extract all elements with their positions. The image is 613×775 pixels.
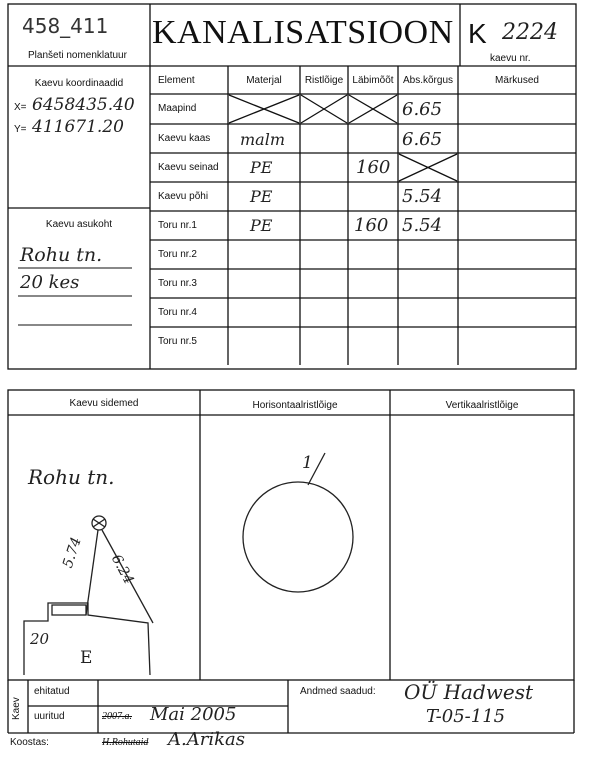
row-element: Toru nr.5 (158, 336, 197, 347)
col-header-diameter: Läbimõõt (352, 75, 394, 86)
row-element: Kaevu kaas (158, 133, 211, 144)
y-prefix: Y= (14, 124, 27, 135)
row-element: Maapind (158, 103, 197, 114)
col-header-element: Element (158, 75, 195, 86)
manhole-prefix: K (468, 18, 487, 49)
compiled-by: A.Arikas (168, 729, 245, 750)
manhole-number: 2224 (502, 20, 558, 45)
row-elevation: 6.65 (402, 99, 443, 120)
row-diameter: 160 (356, 157, 391, 178)
manhole-side-label: Kaev (11, 697, 22, 720)
manhole-circle (243, 482, 353, 592)
row-elevation: 6.65 (402, 129, 443, 150)
building-number: 20 (30, 630, 50, 648)
row-material: PE (250, 158, 273, 177)
data-source-company: OÜ Hadwest (404, 680, 534, 704)
row-elevation: 5.54 (402, 186, 443, 207)
horizontal-section-label: Horisontaalristlõige (252, 400, 338, 411)
pipe-number: 1 (302, 453, 313, 473)
data-source-code: T-05-115 (426, 706, 506, 727)
built-label: ehitatud (34, 686, 70, 697)
row-material: PE (250, 187, 273, 206)
row-diameter: 160 (354, 215, 389, 236)
manhole-label: kaevu nr. (490, 53, 531, 64)
row-element: Toru nr.1 (158, 220, 197, 231)
sketch-street: Rohu tn. (28, 465, 115, 489)
sheet-number: 458_411 (22, 14, 109, 38)
x-prefix: X= (14, 102, 27, 113)
building-step (52, 605, 86, 615)
surveyed-date: Mai 2005 (150, 704, 237, 725)
location-label: Kaevu asukoht (45, 219, 113, 230)
row-element: Toru nr.4 (158, 307, 197, 318)
row-element: Toru nr.2 (158, 249, 197, 260)
location-detail: 20 kes (20, 272, 80, 293)
distance-label-1: 5.74 (60, 535, 85, 570)
data-source-label: Andmed saadud: (300, 686, 376, 697)
row-material: PE (250, 216, 273, 235)
y-coordinate: 411671.20 (32, 117, 124, 137)
coordinates-label: Kaevu koordinaadid (34, 78, 124, 89)
links-label: Kaevu sidemed (69, 398, 139, 409)
distance-label-2: 6.24 (107, 552, 137, 588)
col-header-elevation: Abs.kõrgus (402, 75, 454, 86)
horizontal-section-drawing (200, 415, 390, 680)
col-header-notes: Märkused (495, 75, 539, 86)
row-element: Kaevu seinad (158, 162, 219, 173)
x-coordinate: 6458435.40 (32, 95, 135, 115)
building-letter: E (80, 648, 93, 668)
col-header-cross-section: Ristlõige (304, 75, 344, 86)
location-street: Rohu tn. (20, 244, 103, 266)
sheet-label: Planšeti nomenklatuur (28, 50, 127, 61)
row-element: Toru nr.3 (158, 278, 197, 289)
vertical-section-label: Vertikaalristlõige (445, 400, 519, 411)
distance-line-1 (86, 530, 98, 615)
row-material: malm (240, 130, 285, 149)
row-element: Kaevu põhi (158, 191, 209, 202)
surveyed-crossed-date: 2007.a. (102, 711, 132, 722)
col-header-material: Materjal (246, 75, 282, 86)
surveyed-label: uuritud (34, 711, 65, 722)
row-elevation: 5.54 (402, 215, 443, 236)
page-title: KANALISATSIOON (152, 14, 454, 51)
compiled-crossed-name: H.Rohutaid (102, 737, 149, 748)
compiled-label: Koostas: (10, 737, 49, 748)
